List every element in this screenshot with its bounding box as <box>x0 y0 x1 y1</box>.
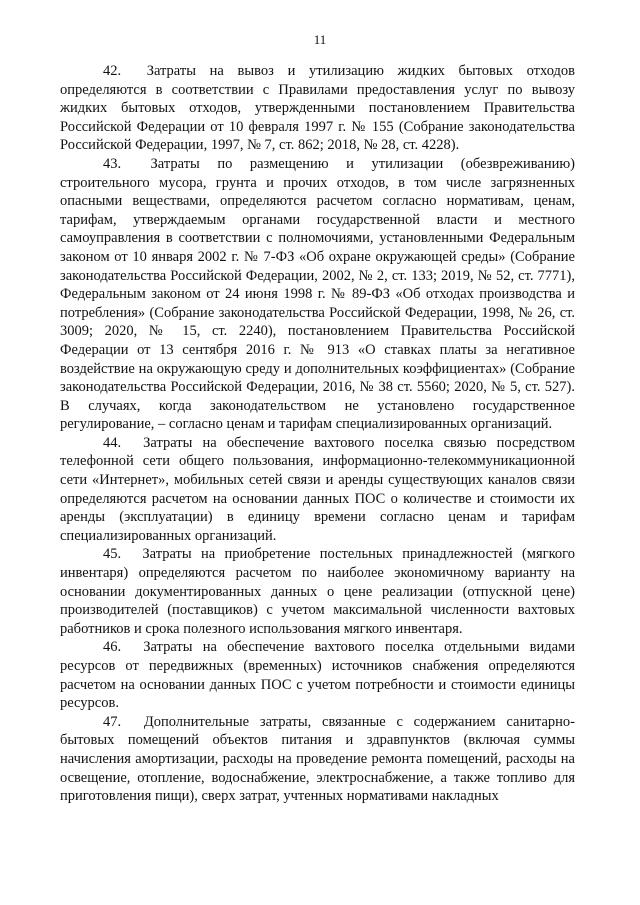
paragraph-text: Затраты на обеспечение вахтового поселка связью посредством телефонной сети общего пользования, информационно-телекоммуникационной сети «Интернет», мобильных сетей связи и аренды существующих каналов связи определяются расчетом на основании данных ПОС о количестве и стоимости их аренды (эксплуатации) в единицу времени согласно ценам и тарифам специализированных организаций. <box>60 434 575 544</box>
paragraph-45 <box>60 545 575 638</box>
paragraph-47 <box>60 713 575 806</box>
paragraph-text: Затраты на обеспечение вахтового поселка отдельными видами ресурсов от передвижных (временных) источников снабжения определяются расчетом на основании данных ПОС с учетом потребности и стоимости единицы ресурсов. <box>60 639 575 712</box>
paragraph-number: 47. <box>103 713 122 730</box>
paragraph-text: Дополнительные затраты, связанные с содержанием санитарно-бытовых помещений объектов питания и здравпунктов (включая суммы начисления амортизации, расходы на проведение ремонта помещений, расходы на освещение, отопление, водоснабжение, электроснабжение, а также топливо для приготовления пищи), сверх затрат, учтенных нормативами накладных <box>60 713 576 805</box>
paragraph-number: 45. <box>103 546 122 563</box>
paragraph-number: 46. <box>103 639 122 656</box>
document-body <box>60 62 575 806</box>
paragraph-number: 44. <box>103 434 122 451</box>
paragraph-42 <box>60 62 575 155</box>
paragraph-46 <box>60 638 575 712</box>
paragraph-44 <box>60 434 575 546</box>
paragraph-text: Затраты на приобретение постельных принадлежностей (мягкого инвентаря) определяются расчетом по наиболее экономичному варианту на основании документированных данных о цене реализации (отпускной цене) производителей (поставщиков) с учетом максимальной численности вахтовых работников и срока полезного использования мягкого инвентаря. <box>60 546 575 637</box>
paragraph-43 <box>60 155 575 434</box>
paragraph-text: Затраты на вывоз и утилизацию жидких бытовых отходов определяются в соответствии с Правилами предоставления услуг по вывозу жидких бытовых отходов, утвержденными постановлением Правительства Российской Федерации от 10 февраля 1997 г. № 155 (Собрание законодательства Российской Федерации, 1997, № 7, ст. 862; 2018, № 28, ст. 4228). <box>60 63 575 154</box>
page-number: 11 <box>313 32 327 47</box>
paragraph-number: 43. <box>103 155 122 172</box>
paragraph-text: Затраты по размещению и утилизации (обезвреживанию) строительного мусора, грунта и прочих отходов, в том числе загрязненных опасными веществами, определяются расчетом согласно нормативам, ценам, тарифам, утверждаемым органами государственной власти и местного самоуправления в соответствии с полномочиями, установленными Федеральным законом от 10 января 2002 г. № 7-ФЗ «Об охране окружающей среды» (Собрание законодательства Российской Федерации, 2002, № 2, ст. 133; 2019, № 52, ст. 7771), Федеральным законом от 24 июня 1998 г. № 89-ФЗ «Об отходах производства и потребления» (Собрание законодательства Российской Федерации, 1998, № 26, ст. 3009; 2020, № 15, ст. 2240), постановлением Правительства Российской Федерации от 13 сентября 2016 г. № 913 «О ставках платы за негативное воздействие на окружающую среду и дополнительных коэффициентах» (Собрание законодательства Российской Федерации, 2016, № 38 ст. 5560; 2020, № 5, ст. 527). В случаях, когда законодательством не установлено государственное регулирование, – согласно ценам и тарифам специализированных организаций. <box>60 155 575 433</box>
paragraph-number: 42. <box>103 63 122 79</box>
